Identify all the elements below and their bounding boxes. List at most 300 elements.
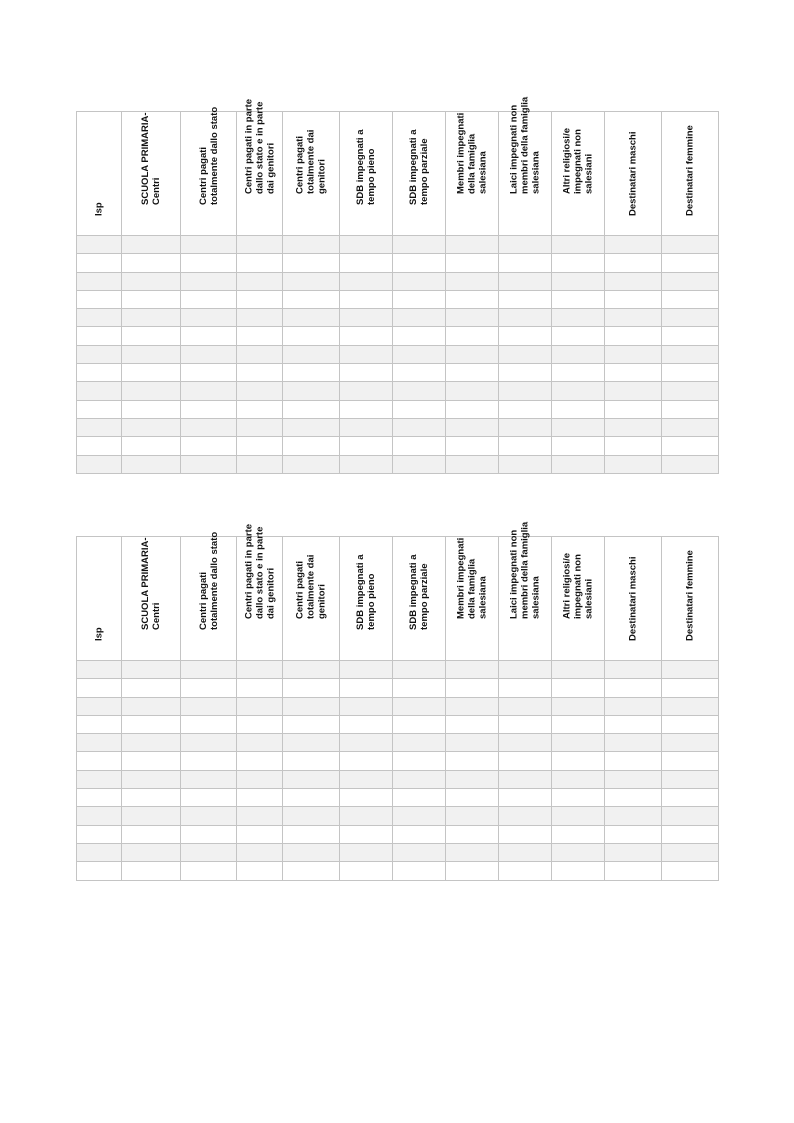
table-cell[interactable] (393, 661, 446, 679)
table-cell[interactable] (662, 254, 719, 272)
table-cell[interactable] (237, 661, 283, 679)
table-cell[interactable] (393, 418, 446, 436)
table-cell[interactable] (605, 679, 662, 697)
table-cell[interactable] (283, 697, 340, 715)
table-cell[interactable] (605, 455, 662, 473)
table-cell[interactable] (446, 327, 499, 345)
table-cell[interactable] (393, 825, 446, 843)
table-cell[interactable] (499, 400, 552, 418)
table-cell[interactable] (393, 697, 446, 715)
table-cell[interactable] (605, 254, 662, 272)
table-cell[interactable] (122, 734, 181, 752)
table-cell[interactable] (662, 455, 719, 473)
table-cell[interactable] (552, 236, 605, 254)
table-cell[interactable] (283, 679, 340, 697)
table-cell[interactable] (283, 290, 340, 308)
table-cell[interactable] (181, 825, 237, 843)
table-cell[interactable] (181, 437, 237, 455)
table-cell[interactable] (605, 236, 662, 254)
table-cell[interactable] (446, 734, 499, 752)
table-cell[interactable] (340, 418, 393, 436)
table-cell[interactable] (499, 309, 552, 327)
table-cell[interactable] (393, 272, 446, 290)
table-cell[interactable] (393, 715, 446, 733)
table-cell[interactable] (122, 715, 181, 733)
table-cell[interactable] (237, 679, 283, 697)
table-cell[interactable] (446, 272, 499, 290)
table-cell[interactable] (340, 254, 393, 272)
table-cell[interactable] (283, 272, 340, 290)
table-cell[interactable] (237, 734, 283, 752)
table-cell[interactable] (499, 272, 552, 290)
table-cell[interactable] (552, 789, 605, 807)
table-cell[interactable] (283, 825, 340, 843)
table-cell[interactable] (662, 734, 719, 752)
table-cell[interactable] (340, 807, 393, 825)
table-cell[interactable] (77, 364, 122, 382)
table-cell[interactable] (283, 789, 340, 807)
table-cell[interactable] (662, 679, 719, 697)
table-cell[interactable] (181, 382, 237, 400)
table-cell[interactable] (446, 752, 499, 770)
table-cell[interactable] (605, 345, 662, 363)
table-cell[interactable] (393, 345, 446, 363)
table-cell[interactable] (340, 661, 393, 679)
table-cell[interactable] (283, 437, 340, 455)
table-cell[interactable] (662, 400, 719, 418)
table-cell[interactable] (446, 789, 499, 807)
table-cell[interactable] (77, 382, 122, 400)
table-cell[interactable] (552, 309, 605, 327)
table-cell[interactable] (237, 272, 283, 290)
table-cell[interactable] (605, 752, 662, 770)
table-cell[interactable] (499, 770, 552, 788)
table-cell[interactable] (393, 382, 446, 400)
table-cell[interactable] (181, 789, 237, 807)
table-cell[interactable] (393, 364, 446, 382)
table-cell[interactable] (237, 418, 283, 436)
table-cell[interactable] (393, 437, 446, 455)
table-cell[interactable] (340, 382, 393, 400)
table-cell[interactable] (237, 715, 283, 733)
table-cell[interactable] (662, 327, 719, 345)
table-cell[interactable] (662, 752, 719, 770)
table-cell[interactable] (340, 862, 393, 880)
table-cell[interactable] (77, 254, 122, 272)
table-cell[interactable] (283, 752, 340, 770)
table-cell[interactable] (605, 789, 662, 807)
table-cell[interactable] (552, 418, 605, 436)
table-cell[interactable] (340, 455, 393, 473)
table-cell[interactable] (283, 843, 340, 861)
table-cell[interactable] (552, 254, 605, 272)
table-cell[interactable] (340, 364, 393, 382)
table-cell[interactable] (122, 843, 181, 861)
table-cell[interactable] (340, 272, 393, 290)
table-cell[interactable] (122, 679, 181, 697)
table-cell[interactable] (283, 734, 340, 752)
table-cell[interactable] (662, 364, 719, 382)
table-cell[interactable] (340, 825, 393, 843)
table-cell[interactable] (122, 345, 181, 363)
table-cell[interactable] (605, 734, 662, 752)
table-cell[interactable] (340, 400, 393, 418)
table-cell[interactable] (77, 770, 122, 788)
table-cell[interactable] (446, 825, 499, 843)
table-cell[interactable] (122, 661, 181, 679)
table-cell[interactable] (283, 327, 340, 345)
table-cell[interactable] (499, 418, 552, 436)
table-cell[interactable] (181, 697, 237, 715)
table-cell[interactable] (237, 309, 283, 327)
table-cell[interactable] (662, 862, 719, 880)
table-cell[interactable] (552, 752, 605, 770)
table-cell[interactable] (181, 418, 237, 436)
table-cell[interactable] (237, 364, 283, 382)
table-cell[interactable] (499, 661, 552, 679)
table-cell[interactable] (237, 843, 283, 861)
table-cell[interactable] (122, 236, 181, 254)
table-cell[interactable] (605, 290, 662, 308)
table-cell[interactable] (393, 843, 446, 861)
table-cell[interactable] (122, 770, 181, 788)
table-cell[interactable] (122, 437, 181, 455)
table-cell[interactable] (552, 770, 605, 788)
table-cell[interactable] (77, 455, 122, 473)
table-cell[interactable] (237, 437, 283, 455)
table-cell[interactable] (122, 254, 181, 272)
table-cell[interactable] (499, 843, 552, 861)
table-cell[interactable] (393, 862, 446, 880)
table-cell[interactable] (122, 309, 181, 327)
table-cell[interactable] (77, 789, 122, 807)
table-cell[interactable] (283, 862, 340, 880)
table-cell[interactable] (181, 272, 237, 290)
table-cell[interactable] (446, 364, 499, 382)
table-cell[interactable] (552, 290, 605, 308)
table-cell[interactable] (446, 418, 499, 436)
table-cell[interactable] (605, 364, 662, 382)
table-cell[interactable] (283, 254, 340, 272)
table-cell[interactable] (662, 309, 719, 327)
table-cell[interactable] (340, 770, 393, 788)
table-cell[interactable] (662, 418, 719, 436)
table-cell[interactable] (552, 327, 605, 345)
table-cell[interactable] (499, 455, 552, 473)
table-cell[interactable] (77, 807, 122, 825)
table-cell[interactable] (237, 752, 283, 770)
table-cell[interactable] (283, 400, 340, 418)
table-cell[interactable] (237, 770, 283, 788)
table-cell[interactable] (122, 825, 181, 843)
table-cell[interactable] (446, 345, 499, 363)
table-cell[interactable] (181, 661, 237, 679)
table-cell[interactable] (77, 734, 122, 752)
table-cell[interactable] (77, 825, 122, 843)
table-cell[interactable] (605, 400, 662, 418)
table-cell[interactable] (283, 345, 340, 363)
table-cell[interactable] (662, 697, 719, 715)
table-cell[interactable] (446, 254, 499, 272)
table-cell[interactable] (181, 862, 237, 880)
table-cell[interactable] (499, 825, 552, 843)
table-cell[interactable] (552, 364, 605, 382)
table-cell[interactable] (662, 437, 719, 455)
table-cell[interactable] (499, 345, 552, 363)
table-cell[interactable] (237, 807, 283, 825)
table-cell[interactable] (77, 418, 122, 436)
table-cell[interactable] (499, 752, 552, 770)
table-cell[interactable] (662, 382, 719, 400)
table-cell[interactable] (605, 697, 662, 715)
table-cell[interactable] (77, 843, 122, 861)
table-cell[interactable] (77, 400, 122, 418)
table-cell[interactable] (122, 290, 181, 308)
table-cell[interactable] (77, 862, 122, 880)
table-cell[interactable] (605, 327, 662, 345)
table-cell[interactable] (181, 290, 237, 308)
table-cell[interactable] (446, 661, 499, 679)
table-cell[interactable] (662, 789, 719, 807)
table-cell[interactable] (77, 715, 122, 733)
table-cell[interactable] (340, 679, 393, 697)
table-cell[interactable] (181, 364, 237, 382)
table-cell[interactable] (662, 843, 719, 861)
table-cell[interactable] (662, 345, 719, 363)
table-cell[interactable] (237, 400, 283, 418)
table-cell[interactable] (340, 290, 393, 308)
table-cell[interactable] (181, 679, 237, 697)
table-cell[interactable] (283, 770, 340, 788)
table-cell[interactable] (283, 364, 340, 382)
table-cell[interactable] (122, 752, 181, 770)
table-cell[interactable] (552, 825, 605, 843)
table-cell[interactable] (122, 697, 181, 715)
table-cell[interactable] (662, 272, 719, 290)
table-cell[interactable] (499, 236, 552, 254)
table-cell[interactable] (393, 679, 446, 697)
table-cell[interactable] (605, 661, 662, 679)
table-cell[interactable] (393, 327, 446, 345)
table-cell[interactable] (181, 807, 237, 825)
table-cell[interactable] (393, 789, 446, 807)
table-cell[interactable] (605, 437, 662, 455)
table-cell[interactable] (77, 327, 122, 345)
table-cell[interactable] (552, 862, 605, 880)
table-cell[interactable] (340, 345, 393, 363)
table-cell[interactable] (77, 309, 122, 327)
table-cell[interactable] (446, 679, 499, 697)
table-cell[interactable] (499, 862, 552, 880)
table-cell[interactable] (122, 400, 181, 418)
table-cell[interactable] (122, 364, 181, 382)
table-cell[interactable] (662, 290, 719, 308)
table-cell[interactable] (237, 236, 283, 254)
table-cell[interactable] (446, 862, 499, 880)
table-cell[interactable] (393, 290, 446, 308)
table-cell[interactable] (237, 254, 283, 272)
table-cell[interactable] (122, 862, 181, 880)
table-cell[interactable] (552, 807, 605, 825)
table-cell[interactable] (552, 843, 605, 861)
table-cell[interactable] (181, 752, 237, 770)
table-cell[interactable] (446, 437, 499, 455)
table-cell[interactable] (237, 789, 283, 807)
table-cell[interactable] (393, 455, 446, 473)
table-cell[interactable] (283, 418, 340, 436)
table-cell[interactable] (499, 382, 552, 400)
table-cell[interactable] (446, 843, 499, 861)
table-cell[interactable] (283, 455, 340, 473)
table-cell[interactable] (283, 236, 340, 254)
table-cell[interactable] (237, 862, 283, 880)
table-cell[interactable] (122, 789, 181, 807)
table-cell[interactable] (446, 697, 499, 715)
table-cell[interactable] (662, 825, 719, 843)
table-cell[interactable] (283, 309, 340, 327)
table-cell[interactable] (605, 825, 662, 843)
table-cell[interactable] (393, 770, 446, 788)
table-cell[interactable] (499, 789, 552, 807)
table-cell[interactable] (393, 807, 446, 825)
table-cell[interactable] (605, 862, 662, 880)
table-cell[interactable] (340, 236, 393, 254)
table-cell[interactable] (340, 843, 393, 861)
table-cell[interactable] (181, 843, 237, 861)
table-cell[interactable] (340, 734, 393, 752)
table-cell[interactable] (605, 272, 662, 290)
table-cell[interactable] (552, 715, 605, 733)
table-cell[interactable] (283, 382, 340, 400)
table-cell[interactable] (181, 770, 237, 788)
table-cell[interactable] (77, 345, 122, 363)
table-cell[interactable] (552, 382, 605, 400)
table-cell[interactable] (446, 382, 499, 400)
table-cell[interactable] (552, 437, 605, 455)
table-cell[interactable] (499, 734, 552, 752)
table-cell[interactable] (605, 843, 662, 861)
table-cell[interactable] (122, 272, 181, 290)
table-cell[interactable] (552, 400, 605, 418)
table-cell[interactable] (446, 290, 499, 308)
table-cell[interactable] (181, 734, 237, 752)
table-cell[interactable] (283, 715, 340, 733)
table-cell[interactable] (605, 309, 662, 327)
table-cell[interactable] (237, 327, 283, 345)
table-cell[interactable] (393, 254, 446, 272)
table-cell[interactable] (662, 807, 719, 825)
table-cell[interactable] (237, 697, 283, 715)
table-cell[interactable] (605, 382, 662, 400)
table-cell[interactable] (122, 455, 181, 473)
table-cell[interactable] (181, 400, 237, 418)
table-cell[interactable] (77, 752, 122, 770)
table-cell[interactable] (77, 290, 122, 308)
table-cell[interactable] (122, 327, 181, 345)
table-cell[interactable] (446, 236, 499, 254)
table-cell[interactable] (181, 327, 237, 345)
table-cell[interactable] (662, 661, 719, 679)
table-cell[interactable] (393, 309, 446, 327)
table-cell[interactable] (552, 345, 605, 363)
table-cell[interactable] (181, 345, 237, 363)
table-cell[interactable] (77, 272, 122, 290)
table-cell[interactable] (237, 290, 283, 308)
table-cell[interactable] (552, 734, 605, 752)
table-cell[interactable] (122, 807, 181, 825)
table-cell[interactable] (446, 309, 499, 327)
table-cell[interactable] (662, 236, 719, 254)
table-cell[interactable] (77, 437, 122, 455)
table-cell[interactable] (552, 272, 605, 290)
table-cell[interactable] (662, 770, 719, 788)
table-cell[interactable] (446, 715, 499, 733)
table-cell[interactable] (499, 254, 552, 272)
table-cell[interactable] (283, 807, 340, 825)
table-cell[interactable] (340, 327, 393, 345)
table-cell[interactable] (446, 400, 499, 418)
table-cell[interactable] (181, 254, 237, 272)
table-cell[interactable] (662, 715, 719, 733)
table-cell[interactable] (340, 309, 393, 327)
table-cell[interactable] (393, 236, 446, 254)
table-cell[interactable] (552, 679, 605, 697)
table-cell[interactable] (77, 236, 122, 254)
table-cell[interactable] (237, 382, 283, 400)
table-cell[interactable] (499, 697, 552, 715)
table-cell[interactable] (340, 437, 393, 455)
table-cell[interactable] (340, 697, 393, 715)
table-cell[interactable] (605, 770, 662, 788)
table-cell[interactable] (77, 661, 122, 679)
table-cell[interactable] (446, 807, 499, 825)
table-cell[interactable] (605, 715, 662, 733)
table-cell[interactable] (122, 382, 181, 400)
table-cell[interactable] (605, 807, 662, 825)
table-cell[interactable] (340, 789, 393, 807)
table-cell[interactable] (340, 752, 393, 770)
table-cell[interactable] (605, 418, 662, 436)
table-cell[interactable] (499, 437, 552, 455)
table-cell[interactable] (446, 770, 499, 788)
table-cell[interactable] (499, 807, 552, 825)
table-cell[interactable] (393, 734, 446, 752)
table-cell[interactable] (499, 327, 552, 345)
table-cell[interactable] (393, 752, 446, 770)
table-cell[interactable] (499, 715, 552, 733)
table-cell[interactable] (122, 418, 181, 436)
table-cell[interactable] (181, 236, 237, 254)
table-cell[interactable] (237, 455, 283, 473)
table-cell[interactable] (552, 455, 605, 473)
table-cell[interactable] (77, 679, 122, 697)
table-cell[interactable] (181, 715, 237, 733)
table-cell[interactable] (393, 400, 446, 418)
table-cell[interactable] (340, 715, 393, 733)
table-cell[interactable] (552, 697, 605, 715)
table-cell[interactable] (77, 697, 122, 715)
table-cell[interactable] (237, 825, 283, 843)
table-cell[interactable] (446, 455, 499, 473)
table-cell[interactable] (499, 364, 552, 382)
table-cell[interactable] (283, 661, 340, 679)
table-cell[interactable] (499, 679, 552, 697)
table-cell[interactable] (181, 309, 237, 327)
table-cell[interactable] (499, 290, 552, 308)
table-cell[interactable] (181, 455, 237, 473)
table-cell[interactable] (237, 345, 283, 363)
table-cell[interactable] (552, 661, 605, 679)
